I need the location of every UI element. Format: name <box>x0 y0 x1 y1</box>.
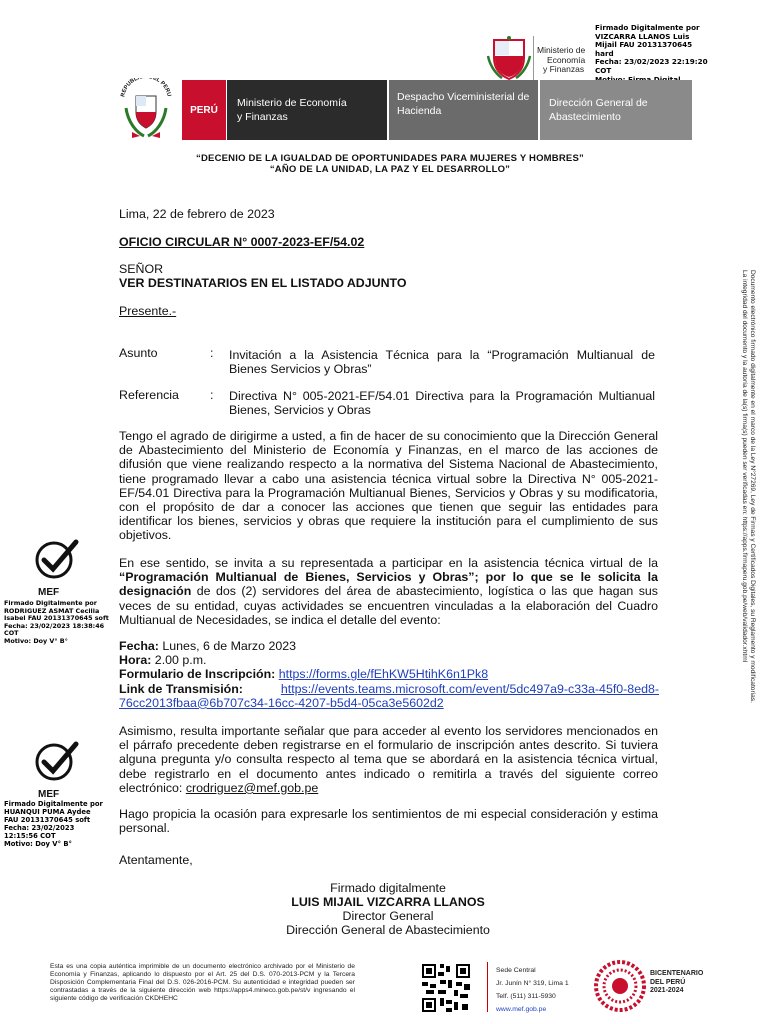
footer-telefono: Telf. (511) 311-5930 <box>496 993 556 1000</box>
bicentenario-line-1: BICENTENARIO <box>650 970 704 977</box>
link-row <box>119 682 659 696</box>
top-signature-block <box>595 24 765 84</box>
signature-line: COT <box>4 629 19 638</box>
footer-web[interactable]: www.mef.gob.pe <box>496 1006 547 1013</box>
signature-line: RODRIGUEZ ASMAT Cecilia <box>4 606 100 615</box>
firmante-cargo: Director General <box>342 909 434 923</box>
side-note-line-1: Documento electrónico firmado digitalmente en el marco de la Ley N°27269, Ley de Firmas y Certificados Digitales, su Reglamento y modificatorias. <box>749 270 756 703</box>
left-signature-1 <box>4 600 109 646</box>
bicentenario-logo <box>592 958 702 1014</box>
referencia-label: Referencia <box>119 388 179 402</box>
signature-line: Firmado Digitalmente por <box>595 23 700 32</box>
presente: Presente.- <box>119 304 177 318</box>
side-note-text <box>740 270 756 740</box>
header-ministerio-label: Ministerio de Economía y Finanzas <box>237 97 347 123</box>
firmante-direccion: Dirección General de Abastecimiento <box>286 923 490 937</box>
decenio-line-1: “DECENIO DE LA IGUALDAD DE OPORTUNIDADES PARA MUJERES Y HOMBRES” <box>196 153 584 164</box>
paragraph-2-end: de dos (2) servidores del área de abastecimiento, logística o las que hagan sus veces de su entidad, cuyas actividades se encuentren vinculadas a la elaboración del Cuadro Multianual de Necesidades, se indica el detalle del evento: <box>119 584 658 627</box>
signature-line: Fecha: 23/02/2023 22:19:20 <box>595 57 708 67</box>
hora-label: Hora: <box>119 653 152 668</box>
referencia-text: Directiva N° 005-2021-EF/54.01 Directiva para la Programación Multianual Bienes, Servicios y Obras <box>229 389 655 418</box>
side-note-line-2: La integridad del documento y la autoría de la(s) firma(s) pueden ser verificadas en: https://apps.firmaperu.gob.pe/web/validador.xhtml <box>741 270 748 663</box>
signature-line: Firmado Digitalmente por <box>4 800 103 808</box>
link-row-2 <box>119 696 659 710</box>
firmado-digitalmente: Firmado digitalmente <box>330 881 446 895</box>
paragraph-2-bold: “Programación Multianual de Bienes, Servicios y Obras”; por lo que se le solicita la designación <box>119 570 658 599</box>
paragraph-3-text: Asimismo, resulta importante señalar que para acceder al evento los servidores mencionados en el párrafo precedente deben registrarse en el formulario de inscripción antes descrito. Si tuviera alguna pregunta y/o consulta respecto al tema que se abordará en la asistencia técnica virtual, debe registrarlo en el documento antes indicado o remitirla a través del siguiente correo electrónico: <box>119 724 658 795</box>
mef-logo-line: Ministerio de <box>537 45 586 55</box>
paragraph-1: Tengo el agrado de dirigirme a usted, a fin de hacer de su conocimiento que la Dirección General de Abastecimiento del Ministerio de Economía y Finanzas, en el marco de las acciones de difusión que viene realizando respecto a la normativa del Sistema Nacional de Abastecimiento, tiene programado llevar a cabo una asistencia técnica virtual sobre la Directiva N° 005-2021-EF/54.01 Directiva para la Programación Multianual Bienes, Servicios y Obras y su modificatoria, con el propósito de dar a conocer las acciones que tienen que seguir las entidades para identificar los bienes, servicios y obras que requiere la institución para el cumplimiento de sus objetivos. <box>119 429 658 543</box>
header-direccion <box>540 80 692 140</box>
footer-direccion: Jr. Junín N° 319, Lima 1 <box>496 980 569 987</box>
fecha-label: Fecha: <box>119 639 159 653</box>
mef-logo-line: Economía <box>547 54 586 65</box>
decenio-heading <box>120 153 660 175</box>
paragraph-2-start: En ese sentido, se invita a su representada a participar en la asistencia técnica virtual de la <box>119 556 658 570</box>
mef-logo-line: y Finanzas <box>543 64 585 74</box>
mef-check-logo-1 <box>32 536 82 598</box>
asunto-label: Asunto <box>119 346 158 360</box>
footer-sede: Sede Central <box>496 967 536 974</box>
paragraph-4: Hago propicia la ocasión para expresarle los sentimientos de mi especial consideración y estima personal. <box>119 807 658 836</box>
paragraph-2 <box>119 556 658 627</box>
paragraph-3 <box>119 724 658 795</box>
signature-line: hard <box>595 48 614 58</box>
atentamente: Atentamente, <box>119 853 193 867</box>
signature-line: Fecha: 23/02/2023 18:38:46 <box>4 621 105 630</box>
signature-line: VIZCARRA LLANOS Luis <box>595 31 690 41</box>
signature-line: COT <box>595 65 612 75</box>
footer-authenticity-note: Esta es una copia auténtica imprimible de un documento electrónico archivado por el Ministerio de Economía y Finanzas, aplicando lo dispuesto por el Art. 25 del D.S. 070-2013-PCM y la Tercera Disposición Complementaria Final del D.S. 026-2016-PCM. Su autenticidad e integridad pueden ser contrastadas a través de la siguiente dirección web https://apps4.mineco.gob.pe/st/v ingresando el siguiente código de verificación CKDHEHC <box>50 963 355 1002</box>
asunto-colon: : <box>210 346 214 360</box>
senor-label: SEÑOR <box>119 262 164 276</box>
contact-email[interactable]: crodriguez@mef.gob.pe <box>185 780 319 795</box>
left-signature-2 <box>4 800 103 848</box>
signature-line: Motivo: Doy V° B° <box>4 840 72 848</box>
signature-line: Firmado Digitalmente por <box>4 599 97 607</box>
header-ministerio <box>227 80 387 140</box>
hora-value: 2.00 p.m. <box>151 653 207 668</box>
header-peru: PERÚ <box>182 80 226 140</box>
firmante-name: LUIS MIJAIL VIZCARRA LLANOS <box>291 895 485 909</box>
signature-line: Motivo: Doy V° B° <box>4 636 68 645</box>
signature-block <box>238 881 538 937</box>
mef-check-logo-2 <box>32 738 82 800</box>
letter-date: Lima, 22 de febrero de 2023 <box>119 207 275 221</box>
oficio-number: OFICIO CIRCULAR N° 0007-2023-EF/54.02 <box>119 235 365 249</box>
bicentenario-line-3: 2021-2024 <box>650 987 684 994</box>
coat-of-arms-icon <box>116 78 176 140</box>
svg-text:REPUBLICA DEL PERU <box>120 78 172 98</box>
qr-code-icon[interactable] <box>420 962 472 1014</box>
footer-divider <box>487 962 488 1012</box>
bicentenario-text <box>650 970 703 996</box>
signature-line: Fecha: 23/02/2023 <box>4 824 75 832</box>
signature-line: FAU 20131370645 soft <box>4 816 91 824</box>
footer-address <box>496 964 569 1016</box>
checkmark-icon <box>32 536 82 586</box>
checkmark-icon <box>32 738 82 788</box>
bicentenario-emblem-icon <box>592 958 648 1014</box>
asunto-text: Invitación a la Asistencia Técnica para la “Programación Multianual de Bienes Servicios y Obras” <box>229 348 655 377</box>
side-verification-note <box>726 270 756 740</box>
fecha-row <box>119 639 659 653</box>
signature-line: 12:15:56 COT <box>4 832 56 840</box>
formulario-label: Formulario de Inscripción: <box>119 667 276 682</box>
formulario-link[interactable]: https://forms.gle/fEhKW5HtihK6n1Pk8 <box>278 667 489 682</box>
event-details <box>119 639 659 710</box>
signature-line: Isabel FAU 20131370645 soft <box>4 614 109 623</box>
fecha-value: Lunes, 6 de Marzo 2023 <box>158 639 297 653</box>
hora-row <box>119 653 659 667</box>
mef-logo-label: MEF <box>38 789 60 800</box>
coat-label: REPUBLI EL PERU <box>120 78 172 98</box>
mef-logo-text <box>537 46 585 75</box>
transmision-link-part-1[interactable]: https://events.teams.microsoft.com/event/5dc497a9-c33a-45f0-8ed8- <box>280 681 659 696</box>
mef-logo-label: MEF <box>38 587 60 598</box>
destinatarios: VER DESTINATARIOS EN EL LISTADO ADJUNTO <box>119 276 407 290</box>
peru-shield-icon <box>486 36 532 82</box>
formulario-row <box>119 667 659 681</box>
header-direccion-label: Dirección General de Abastecimiento <box>549 97 648 123</box>
transmision-link-part-2[interactable]: 76cc2013fbaa@6b707c34-16cc-4207-b5d4-05ca3e5602d2 <box>119 695 444 710</box>
signature-line: HUANQUI PUMA Aydee <box>4 808 91 816</box>
decenio-line-2: “AÑO DE LA UNIDAD, LA PAZ Y EL DESARROLLO” <box>269 164 511 175</box>
signature-line: Mijail FAU 20131370645 <box>595 40 693 50</box>
header-despacho: Despacho Viceministerial de Hacienda <box>389 80 538 140</box>
logo-divider <box>533 36 534 80</box>
referencia-colon: : <box>210 388 214 402</box>
link-label: Link de Transmisión: <box>119 681 243 696</box>
bicentenario-line-2: DEL PERÚ <box>650 978 686 986</box>
